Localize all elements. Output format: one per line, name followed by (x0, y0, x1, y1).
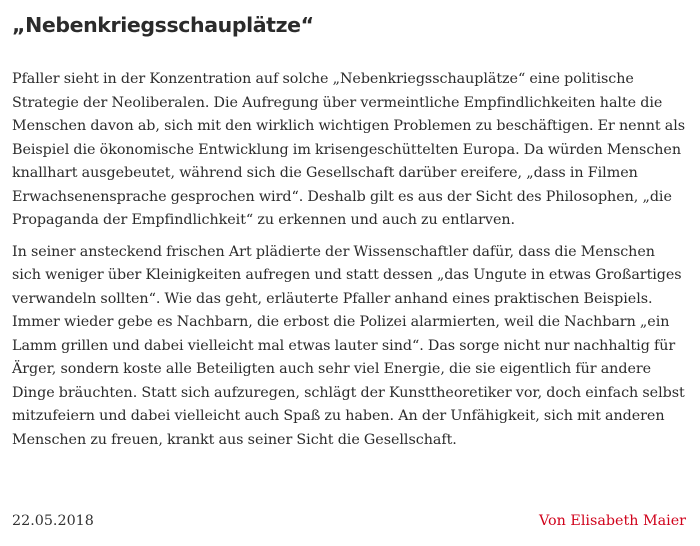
section-heading: „Nebenkriegsschauplätze“ (12, 13, 314, 37)
article-footer (12, 511, 686, 531)
paragraph-2: In seiner ansteckend frischen Art plädierte der Wissenschaftler dafür, dass die Menschen sich weniger über Kleinigkeiten aufregen und statt dessen „das Ungute in etwas Großartiges verwandeln sollten“. Wie das geht, erläuterte Pfaller anhand eines praktischen Beispiels. Immer wieder gebe es Nachbarn, die erbost die Polizei alarmierten, weil die Nachbarn „ein Lamm grillen und dabei vielleicht mal etwas lauter sind“. Das sorge nicht nur nachhaltig für Ärger, sondern koste alle Beteiligten auch sehr viel Energie, die sie eigentlich für andere Dinge bräuchten. Statt sich aufzuregen, schlägt der Kunsttheoretiker vor, doch einfach selbst mitzufeiern und dabei vielleicht auch Spaß zu haben. An der Unfähigkeit, sich mit anderen Menschen zu freuen, krankt aus seiner Sicht die Gesellschaft. (12, 243, 685, 448)
article-body (12, 8, 688, 452)
author-link[interactable]: Von Elisabeth Maier (539, 513, 686, 529)
paragraph-1: Pfaller sieht in der Konzentration auf solche „Nebenkriegsschauplätze“ eine politische Strategie der Neoliberalen. Die Aufregung über vermeintliche Empfindlichkeiten halte die Menschen davon ab, sich mit den wirklich wichtigen Problemen zu beschäftigen. Er nennt als Beispiel die ökonomische Entwicklung im krisengeschüttelten Europa. Da würden Menschen knallhart ausgebeutet, während sich die Gesellschaft darüber ereifere, „dass in Filmen Erwachsenensprache gesprochen wird“. Deshalb gilt es aus der Sicht des Philosophen, „die Propaganda der Empfindlichkeit“ zu erkennen und auch zu entlarven. (12, 71, 686, 228)
publish-date: 22.05.2018 (12, 513, 94, 529)
